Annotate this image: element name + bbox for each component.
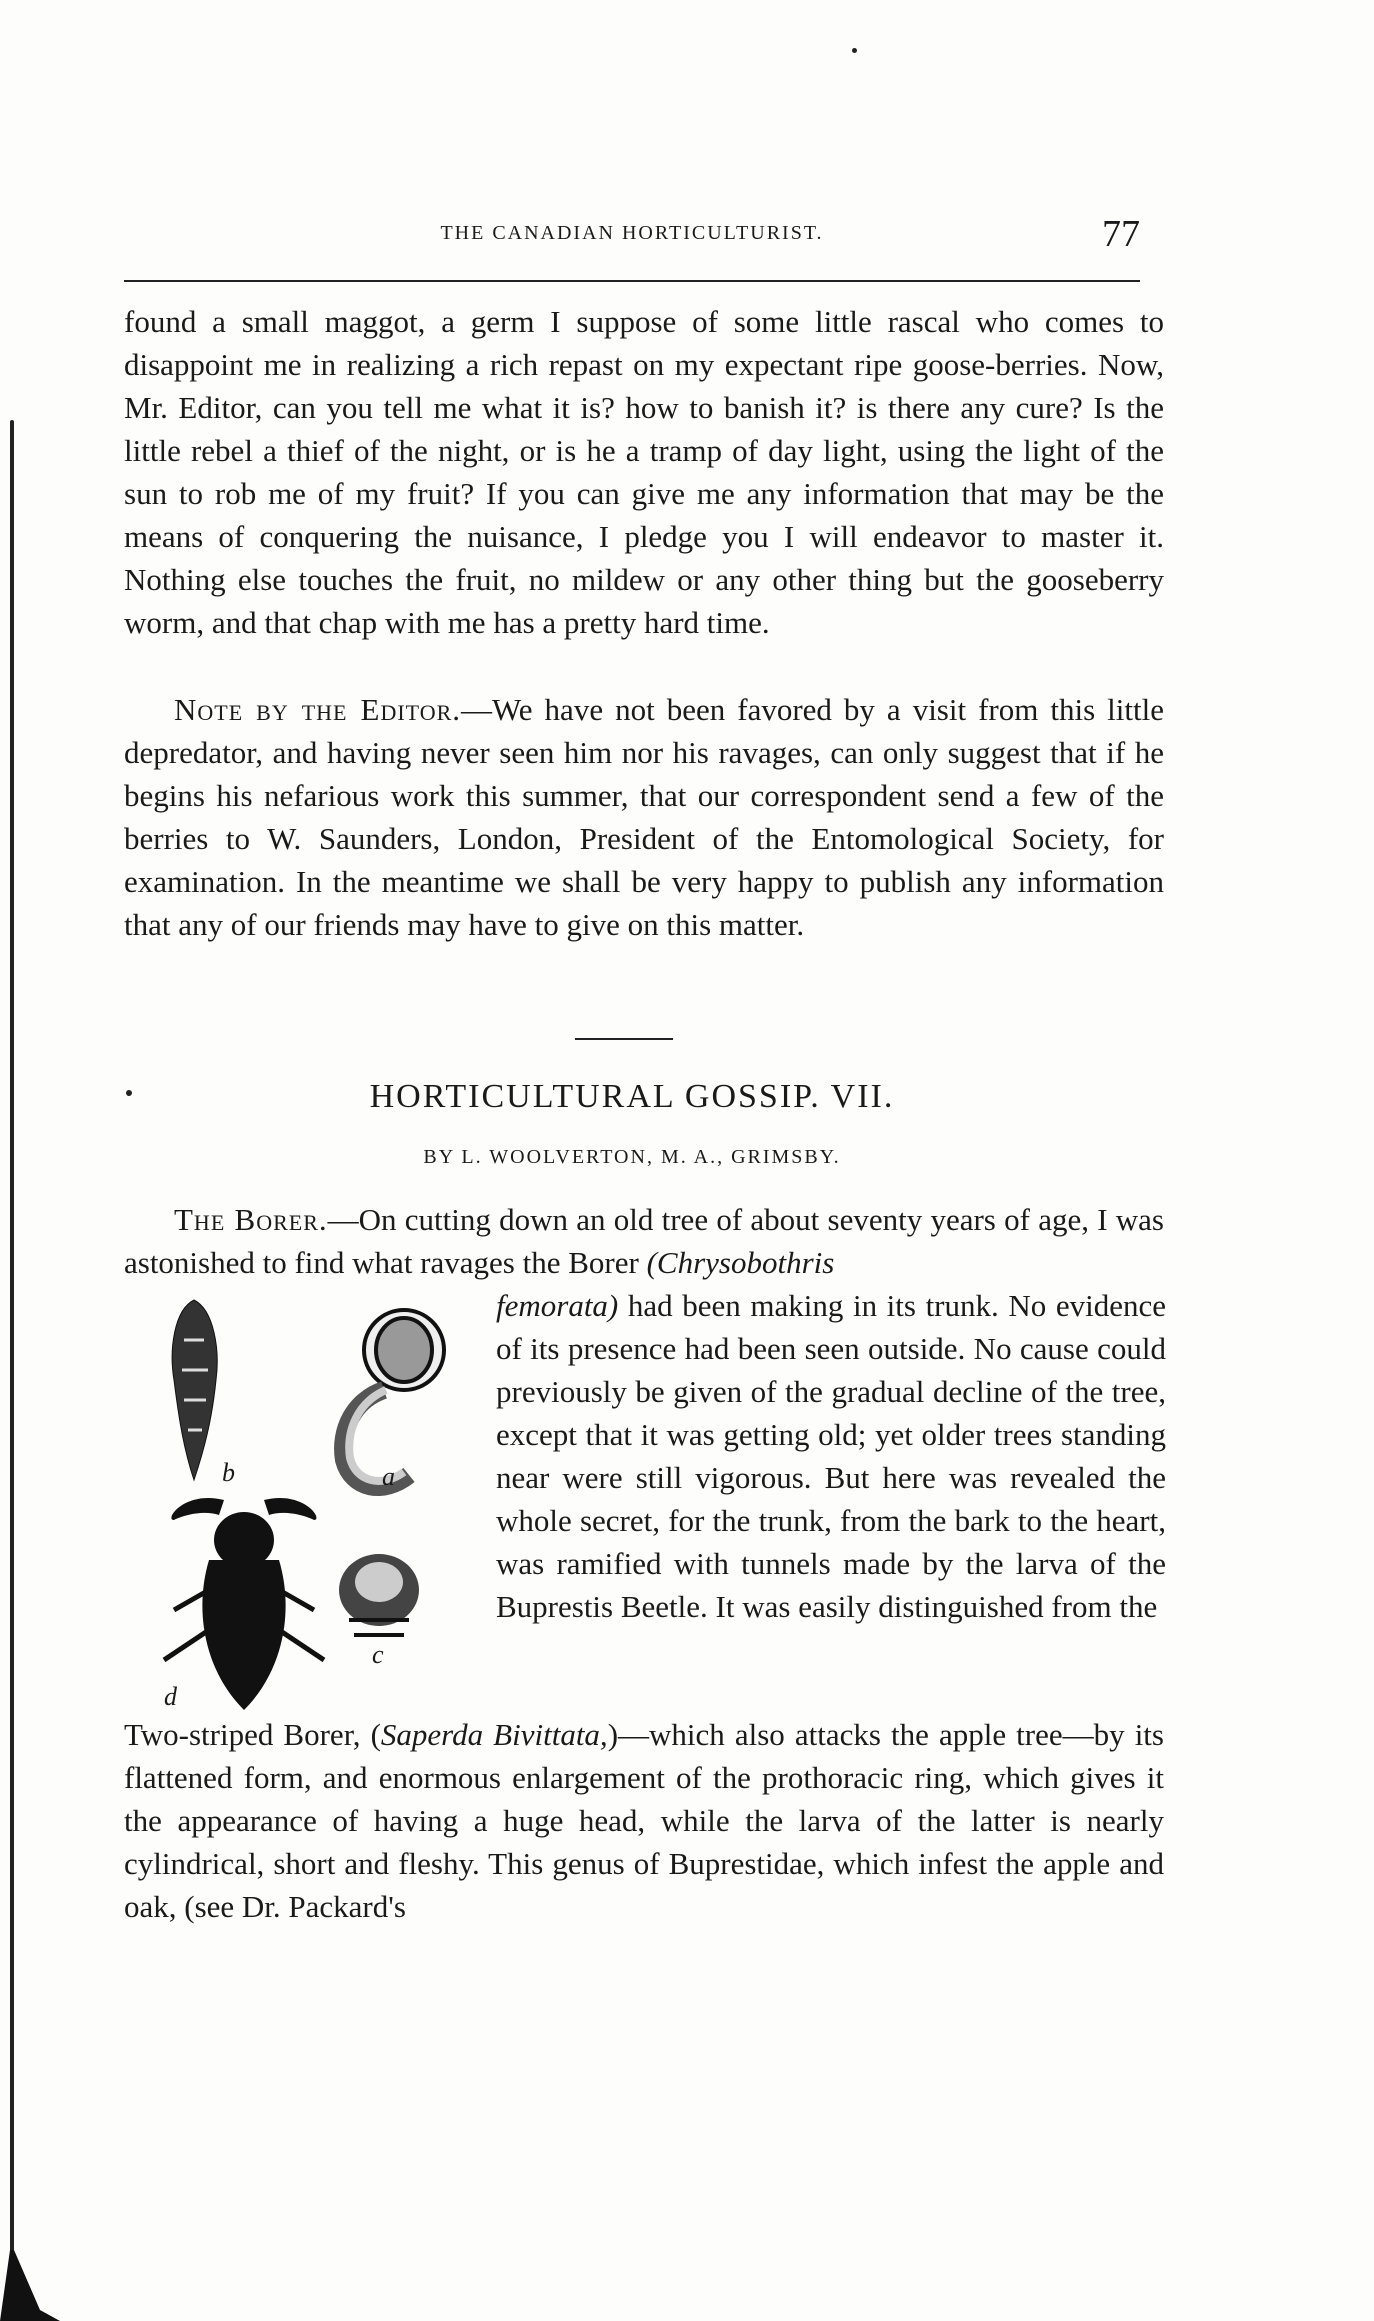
binding-edge — [10, 420, 14, 2300]
larva-figure — [343, 1310, 444, 1487]
figure-label-c: c — [372, 1640, 384, 1669]
borer-illustration — [124, 1290, 494, 1720]
section-divider — [575, 1038, 673, 1040]
pupa-figure — [172, 1300, 217, 1480]
header-rule — [124, 280, 1140, 282]
page-header — [124, 210, 1140, 270]
borer-latin-species: femorata) — [496, 1288, 619, 1323]
paragraph-editor-note — [124, 688, 1164, 946]
paragraph-borer-tail — [124, 1713, 1164, 1928]
paragraph-borer-lead — [124, 1198, 1164, 1284]
borer-text-c: Two-striped Borer, ( — [124, 1717, 381, 1752]
editor-note-lead: Note by the Editor. — [174, 692, 462, 727]
larva-head-figure — [339, 1554, 419, 1635]
running-head: THE CANADIAN HORTICULTURIST. — [440, 222, 824, 244]
figure-label-a: a — [382, 1462, 395, 1491]
insect-figures — [124, 1290, 494, 1720]
figure-label-d: d — [164, 1682, 177, 1711]
section-title: HORTICULTURAL GOSSIP. VII. — [369, 1078, 895, 1115]
byline: BY L. WOOLVERTON, M. A., GRIMSBY. — [423, 1146, 841, 1168]
page-number: 77 — [1102, 213, 1140, 255]
editor-note-text: —We have not been favored by a visit from this little depredator, and having never seen him nor his ravages, can only suggest that if he begins his nefarious work this summer, that our correspondent send a few of the berries to W. Saunders, London, President of the Entomological Society, for examination. In the meantime we shall be very happy to publish any information that any of our friends may have to give on this matter. — [124, 692, 1164, 942]
borer-text-b: had been making in its trunk. No evidence of its presence had been seen outside. No cause could previously be given of the gradual decline of the tree, except that it was getting old; yet older trees standing near were still vigorous. But here was revealed the whole secret, for the trunk, from the bark to the heart, was ramified with tunnels made by the larva of the Buprestis Beetle. It was easily distinguished from the — [496, 1288, 1166, 1624]
borer-latin-genus: (Chrysobothris — [646, 1245, 835, 1280]
paragraph-borer-wrap — [496, 1284, 1166, 1628]
borer-lead: The Borer. — [174, 1202, 328, 1237]
figure-label-b: b — [222, 1458, 235, 1487]
borer-text-a: —On cutting down an old tree of about seventy years of age, I was astonished to find what ravages the Borer — [124, 1202, 1164, 1280]
borer-text-d: )—which also attacks the apple tree—by its flattened form, and enormous enlargement of the prothoracic ring, which gives it the appearance of having a huge head, while the larva of the latter is nearly cylindrical, short and fleshy. This genus of Buprestidae, which infest the apple and oak, (see Dr. Packard's — [124, 1717, 1164, 1924]
beetle-figure — [164, 1498, 324, 1710]
binding-edge-foot — [0, 2250, 60, 2321]
print-speck — [852, 48, 857, 53]
saperda-latin: Saperda Bivittata, — [380, 1717, 608, 1752]
paragraph-1: found a small maggot, a germ I suppose of some little rascal who comes to disappoint me in realizing a rich repast on my expectant ripe goose-berries. Now, Mr. Editor, can you tell me what it is? how to banish it? is there any cure? Is the little rebel a thief of the night, or is he a tramp of day light, using the light of the sun to rob me of my fruit? If you can give me any information that may be the means of conquering the nuisance, I pledge you I will endeavor to master it. Nothing else touches the fruit, no mildew or any other thing but the gooseberry worm, and that chap with me has a pretty hard time. — [124, 304, 1164, 640]
